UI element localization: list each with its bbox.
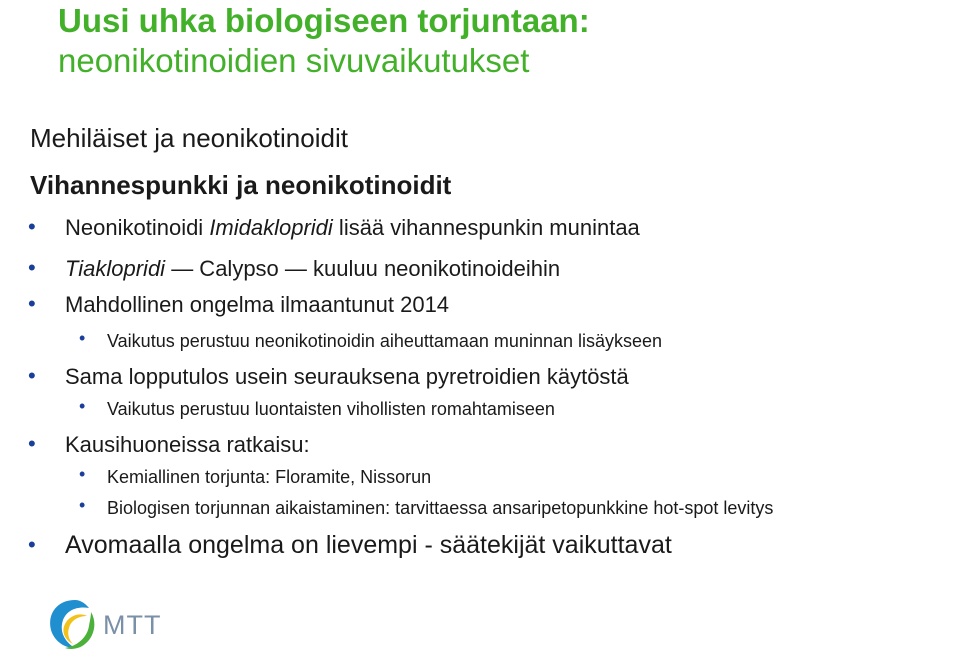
bullet-item-2: • Tiaklopridi — Calypso — kuuluu neonikotinoideihin	[28, 255, 561, 281]
bullet-dot-icon: •	[28, 214, 36, 239]
bullet-item-8: • Kemiallinen torjunta: Floramite, Nissorun	[79, 464, 432, 487]
heading-bees: Mehiläiset ja neonikotinoidit	[30, 123, 348, 153]
bullet-item-5: • Sama lopputulos usein seurauksena pyretroidien käytöstä	[28, 363, 629, 389]
bullet-item-4: • Vaikutus perustuu neonikotinoidin aiheuttamaan muninnan lisäykseen	[79, 328, 663, 351]
bullet-dot-icon: •	[28, 431, 36, 456]
slide-title-line1: Uusi uhka biologiseen torjuntaan:	[58, 2, 590, 39]
bullet-dot-icon: •	[79, 464, 86, 484]
mtt-logo-text: MTT	[103, 610, 162, 640]
slide-title-line2: neonikotinoidien sivuvaikutukset	[58, 42, 530, 79]
bullet-dot-icon: •	[28, 291, 36, 316]
bullet-dot-icon: •	[28, 363, 36, 388]
bullet-item-1: • Neonikotinoidi Imidaklopridi lisää vihannespunkin munintaa	[28, 214, 640, 240]
bullet-item-6: • Vaikutus perustuu luontaisten vihollisten romahtamiseen	[79, 396, 555, 419]
bullet-item-9: • Biologisen torjunnan aikaistaminen: tarvittaessa ansaripetopunkkine hot-spot levitys	[79, 495, 774, 518]
bullet-item-7: • Kausihuoneissa ratkaisu:	[28, 431, 310, 457]
bullet-item-10: • Avomaalla ongelma on lievempi - säätekijät vaikuttavat	[28, 531, 672, 559]
bullet-dot-icon: •	[79, 396, 86, 416]
bullet-dot-icon: •	[28, 255, 36, 280]
bullet-dot-icon: •	[79, 328, 86, 348]
bullet-item-3: • Mahdollinen ongelma ilmaantunut 2014	[28, 291, 450, 317]
bullet-dot-icon: •	[79, 495, 86, 515]
bullet-dot-icon: •	[28, 532, 36, 557]
heading-spider-mite: Vihannespunkki ja neonikotinoidit	[30, 170, 452, 200]
